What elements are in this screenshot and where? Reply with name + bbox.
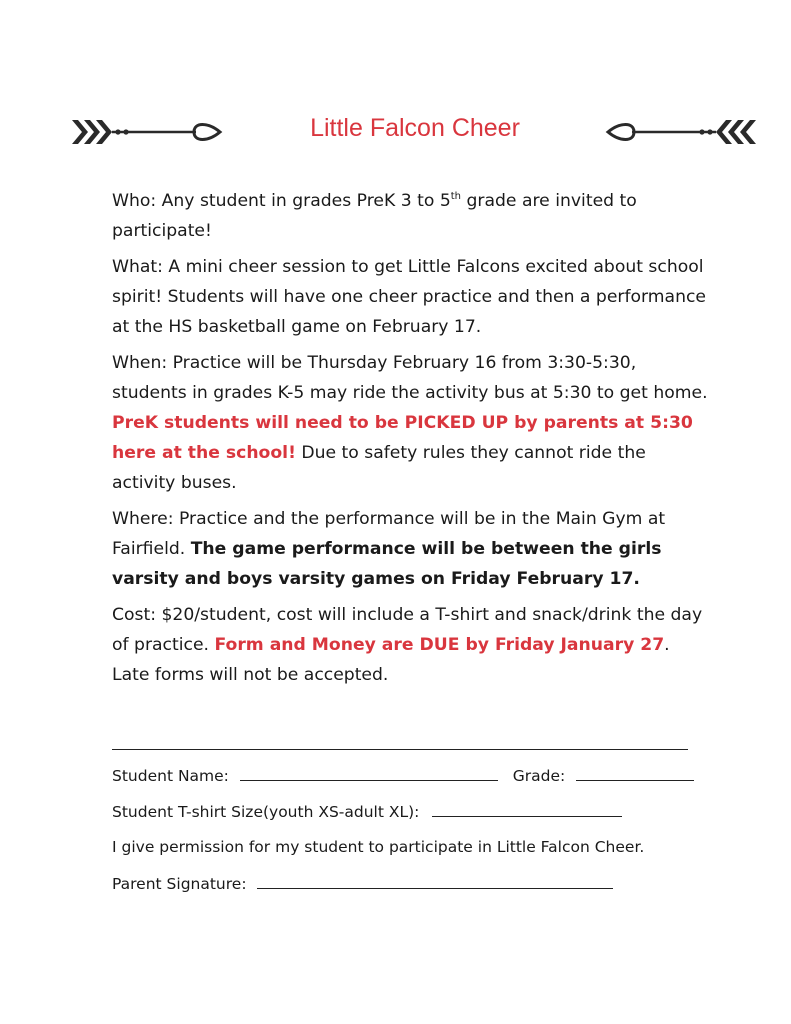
permission-text: I give permission for my student to participate in Little Falcon Cheer. xyxy=(112,838,645,856)
student-name-field[interactable] xyxy=(240,766,498,781)
tshirt-label: Student T-shirt Size(youth XS-adult XL): xyxy=(112,803,420,821)
when-text-after: Due to safety rules they cannot ride the activity buses. xyxy=(112,443,646,493)
page-title: Little Falcon Cheer xyxy=(310,114,520,142)
cost-red-notice: Form and Money are DUE by Friday January 27 xyxy=(214,635,665,655)
parent-signature-field[interactable] xyxy=(257,874,613,889)
student-name-row xyxy=(112,766,702,802)
where-paragraph xyxy=(112,504,712,594)
student-name-label: Student Name: xyxy=(112,767,229,785)
who-text: Who: Any student in grades PreK 3 to 5 xyxy=(112,191,451,211)
cost-paragraph xyxy=(112,600,712,690)
grade-label: Grade: xyxy=(512,767,566,785)
permission-form xyxy=(112,766,702,910)
tshirt-row xyxy=(112,802,702,838)
permission-row xyxy=(112,838,702,874)
who-text-after: grade are invited to participate! xyxy=(112,191,637,241)
what-text: What: A mini cheer session to get Little Falcons excited about school spirit! Students will have one cheer practice and then a performance at the HS basketball game on February 17. xyxy=(112,257,706,337)
where-bold-notice: The game performance will be between the girls varsity and boys varsity games on Friday February 17. xyxy=(112,539,662,589)
tshirt-size-field[interactable] xyxy=(432,802,622,817)
what-paragraph xyxy=(112,252,712,342)
arrow-right-icon xyxy=(68,112,224,152)
when-paragraph xyxy=(112,348,712,498)
who-superscript: th xyxy=(450,191,462,202)
grade-field[interactable] xyxy=(576,766,694,781)
divider xyxy=(112,749,688,750)
arrow-left-icon xyxy=(604,112,760,152)
cost-text-after: . Late forms will not be accepted. xyxy=(112,635,670,685)
header xyxy=(0,108,791,154)
signature-row xyxy=(112,874,702,910)
when-red-notice: PreK students will need to be PICKED UP by parents at 5:30 here at the school! xyxy=(112,413,693,463)
when-text: When: Practice will be Thursday February 16 from 3:30-5:30, students in grades K-5 may ride the activity bus at 5:30 to get home. xyxy=(112,353,708,403)
cost-text: Cost: $20/student, cost will include a T-shirt and snack/drink the day of practice. xyxy=(112,605,703,655)
who-paragraph xyxy=(112,186,712,246)
flyer-body xyxy=(112,186,712,696)
where-text: Where: Practice and the performance will be in the Main Gym at Fairfield. xyxy=(112,509,666,559)
signature-label: Parent Signature: xyxy=(112,875,247,893)
